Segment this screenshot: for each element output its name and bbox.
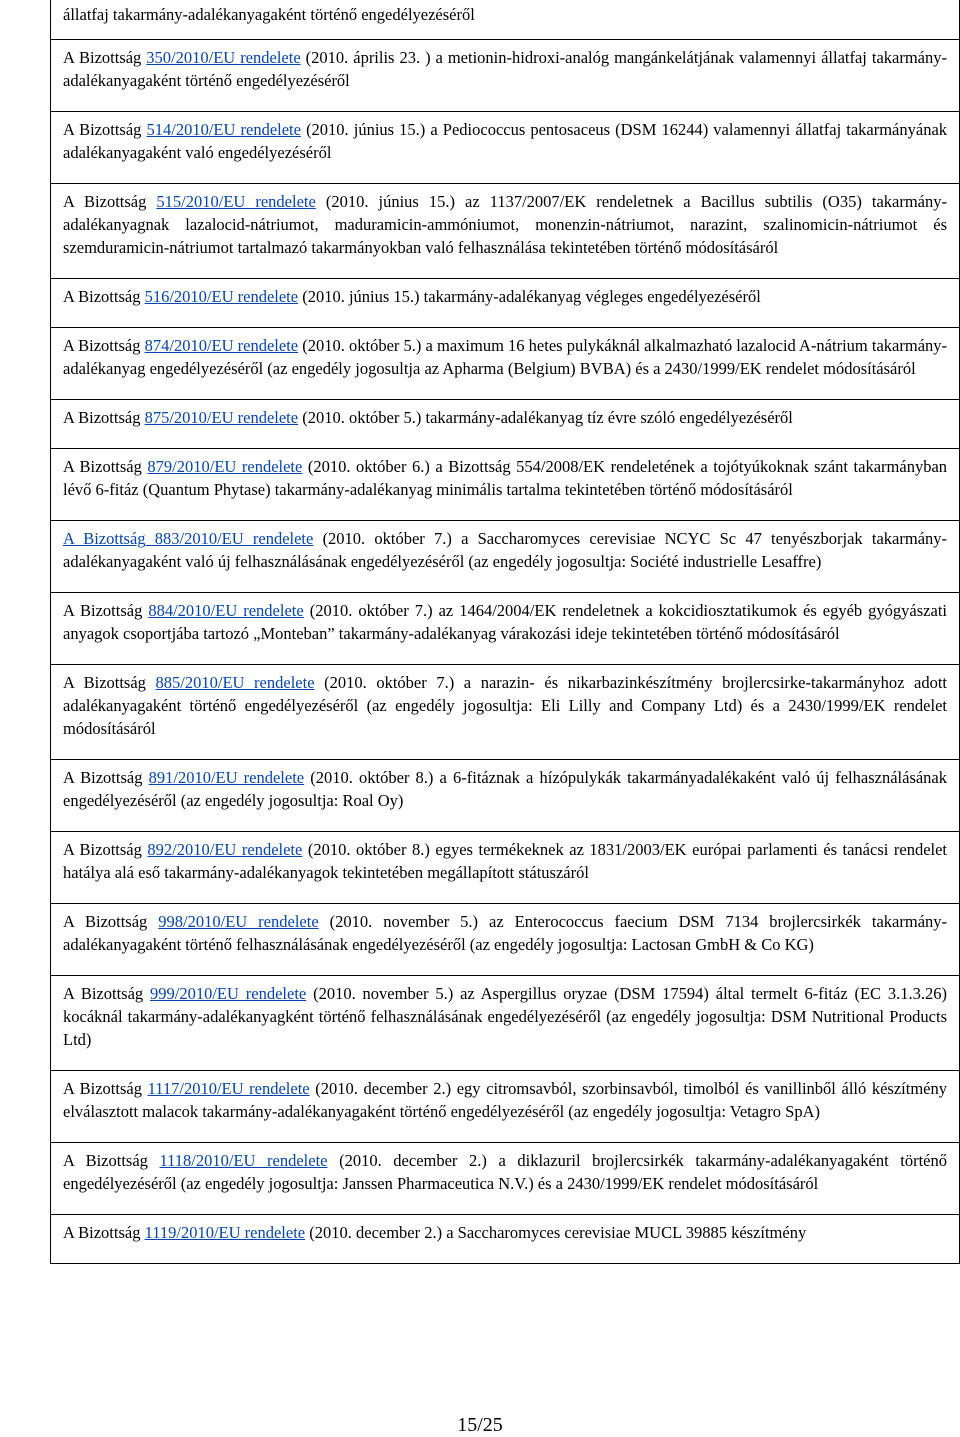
table-row [51, 665, 960, 760]
table-cell [51, 40, 960, 112]
cell-text: (2010. június 15.) a Pediococcus pentosaceus (DSM 16244) valamennyi állatfaj takarmányának adalékanyagaként való engedélyezéséről [63, 120, 948, 162]
table-cell [51, 400, 960, 449]
regulation-prefix: A Bizottság [63, 1151, 148, 1170]
table-row [51, 1215, 960, 1264]
table-row [51, 521, 960, 593]
regulation-link[interactable]: 875/2010/EU rendelete [144, 408, 299, 427]
cell-text: (2010. június 15.) az 1137/2007/EK rendeletnek a Bacillus subtilis (O35) takarmány-adalékanyagnak lazalocid-nátriumot, maduramicin-ammóniumot, monenzin-nátriumot, narazint, szalinomicin-nátriumot és szemduramicin-nátriumot tartalmazó takarmányokban való felhasználása tekintetében történő módosításáról [63, 192, 947, 257]
table-row [51, 449, 960, 521]
regulation-prefix: A Bizottság [63, 673, 146, 692]
regulation-link[interactable]: 998/2010/EU rendelete [158, 912, 319, 931]
cell-text: (2010. október 7.) a narazin- és nikarbazinkészítmény brojlercsirke-takarmányhoz adott adalékanyagaként történő engedélyezéséről (az engedély jogosultja: Eli Lilly and Company Ltd) és a 2430/1999/EK rendelet módosításáról [63, 673, 948, 738]
table-row [51, 40, 960, 112]
cell-text: (2010. december 2.) a diklazuril brojlercsirkék takarmány-adalékanyagaként történő engedélyezéséről (az engedély jogosultja: Janssen Pharmaceutica N.V.) és a 2430/1999/EK rendelet módosításáról [63, 1151, 948, 1193]
cell-text: (2010. december 2.) a Saccharomyces cerevisiae MUCL 39885 készítmény [309, 1223, 807, 1242]
regulation-number: 883/2010/EU rendelete [154, 529, 314, 548]
table-row [51, 328, 960, 400]
regulation-prefix: A Bizottság [63, 120, 142, 139]
regulation-prefix: A Bizottság [63, 768, 143, 787]
regulation-prefix: A Bizottság [63, 840, 142, 859]
regulation-link[interactable]: 514/2010/EU rendelete [146, 120, 301, 139]
cell-text: (2010. április 23. ) a metionin-hidroxi-analóg mangánkelátjának valamennyi állatfaj takarmány-adalékanyagaként történő engedélyezéséről [63, 48, 947, 90]
table-cell [51, 1071, 960, 1143]
table-row [51, 112, 960, 184]
table-cell [51, 593, 960, 665]
table-cell [51, 1143, 960, 1215]
table-cell [51, 449, 960, 521]
regulation-prefix: A Bizottság [63, 336, 141, 355]
regulation-prefix: A Bizottság [63, 601, 143, 620]
cell-text: (2010. október 5.) takarmány-adalékanyag tíz évre szóló engedélyezéséről [302, 408, 793, 427]
regulation-prefix: A Bizottság [63, 984, 144, 1003]
regulation-prefix: A Bizottság [63, 48, 142, 67]
regulation-prefix: A Bizottság [63, 192, 147, 211]
table-row [51, 904, 960, 976]
cell-text: (2010. november 5.) az Enterococcus faecium DSM 7134 brojlercsirkék takarmány-adalékanyagaként történő felhasználásának engedélyezéséről (az engedély jogosultja: Lactosan GmbH & Co KG) [63, 912, 948, 954]
table-cell [51, 665, 960, 760]
table-row [51, 832, 960, 904]
cell-text: (2010. december 2.) egy citromsavból, szorbinsavból, timolból és vanillinből álló készítmény elválasztott malacok takarmány-adalékanyagaként történő engedélyezéséről (az engedély jogosultja: Vetagro SpA) [63, 1079, 948, 1121]
regulation-link[interactable]: 1117/2010/EU rendelete [147, 1079, 310, 1098]
table-row [51, 976, 960, 1071]
table-row [51, 184, 960, 279]
regulation-prefix: A Bizottság [63, 529, 146, 548]
regulation-prefix: A Bizottság [63, 287, 141, 306]
page-separator: / [477, 1414, 483, 1436]
regulation-prefix: A Bizottság [63, 1223, 141, 1242]
page-current: 15 [457, 1414, 478, 1436]
regulations-table [50, 0, 960, 1264]
regulation-prefix: A Bizottság [63, 408, 141, 427]
regulation-link[interactable]: 999/2010/EU rendelete [150, 984, 307, 1003]
regulation-link[interactable]: 885/2010/EU rendelete [155, 673, 315, 692]
table-cell [51, 521, 960, 593]
table-row [51, 279, 960, 328]
regulation-prefix: A Bizottság [63, 457, 142, 476]
table-cell [51, 0, 960, 40]
regulation-link[interactable]: 891/2010/EU rendelete [148, 768, 305, 787]
regulation-link[interactable]: 884/2010/EU rendelete [148, 601, 304, 620]
regulation-link[interactable]: 1118/2010/EU rendelete [159, 1151, 328, 1170]
regulation-link[interactable] [63, 529, 313, 548]
cell-text: (2010. június 15.) takarmány-adalékanyag végleges engedélyezéséről [302, 287, 761, 306]
table-cell [51, 112, 960, 184]
page-number [0, 1413, 960, 1437]
table-cell [51, 279, 960, 328]
cell-text: (2010. november 5.) az Aspergillus oryzae (DSM 17594) által termelt 6-fitáz (EC 3.1.3.26) kocáknál takarmány-adalékanyagként történő felhasználásának engedélyezéséről (az engedély jogosultja: DSM Nutritional Products Ltd) [63, 984, 947, 1049]
table-row [51, 1143, 960, 1215]
table-row [51, 593, 960, 665]
regulation-link[interactable]: 892/2010/EU rendelete [147, 840, 303, 859]
regulation-link[interactable]: 515/2010/EU rendelete [156, 192, 316, 211]
table-row [51, 0, 960, 40]
table-cell [51, 760, 960, 832]
regulation-link[interactable]: 1119/2010/EU rendelete [144, 1223, 306, 1242]
table-cell [51, 976, 960, 1071]
cell-text: (2010. október 7.) az 1464/2004/EK rendeletnek a kokcidiosztatikumok és egyéb gyógyászati anyagok csoportjába tartozó „Monteban” takarmány-adalékanyag várakozási ideje tekintetében történő módosításáról [63, 601, 947, 643]
cell-text: (2010. október 8.) egyes termékeknek az 1831/2003/EK európai parlamenti és tanácsi rendelet hatálya alá eső takarmány-adalékanyagok tekintetében megállapított státuszáról [63, 840, 948, 882]
table-row [51, 1071, 960, 1143]
table-cell [51, 904, 960, 976]
regulation-prefix: A Bizottság [63, 1079, 142, 1098]
regulation-link[interactable]: 874/2010/EU rendelete [144, 336, 299, 355]
table-cell [51, 1215, 960, 1264]
cell-text: (2010. október 7.) a Saccharomyces cerevisiae NCYC Sc 47 tenyészborjak takarmány-adalékanyagaként való új felhasználásának engedélyezéséről (az engedély jogosultja: Société industrielle Lesaffre) [63, 529, 948, 571]
regulation-link[interactable]: 516/2010/EU rendelete [144, 287, 299, 306]
regulation-link[interactable]: 879/2010/EU rendelete [147, 457, 303, 476]
table-cell [51, 832, 960, 904]
regulation-prefix: A Bizottság [63, 912, 148, 931]
cell-text: állatfaj takarmány-adalékanyagaként történő engedélyezéséről [63, 5, 475, 24]
page-total: 25 [482, 1414, 503, 1436]
table-cell [51, 328, 960, 400]
cell-text: (2010. október 8.) a 6-fitáznak a hízópulykák takarmányadalékaként való új felhasználásának engedélyezéséről (az engedély jogosultja: Roal Oy) [63, 768, 948, 810]
cell-text: (2010. október 6.) a Bizottság 554/2008/EK rendeletének a tojótyúkoknak szánt takarmányban lévő 6-fitáz (Quantum Phytase) takarmány-adalékanyag minimális tartalma tekintetében történő módosításáról [63, 457, 948, 499]
cell-text: (2010. október 5.) a maximum 16 hetes pulykáknál alkalmazható lazalocid A-nátrium takarmány-adalékanyag engedélyezéséről (az engedély jogosultja az Apharma (Belgium) BVBA) és a 2430/1999/EK rendelet módosításáról [63, 336, 948, 378]
table-row [51, 760, 960, 832]
table-cell [51, 184, 960, 279]
table-row [51, 400, 960, 449]
regulation-link[interactable]: 350/2010/EU rendelete [146, 48, 301, 67]
